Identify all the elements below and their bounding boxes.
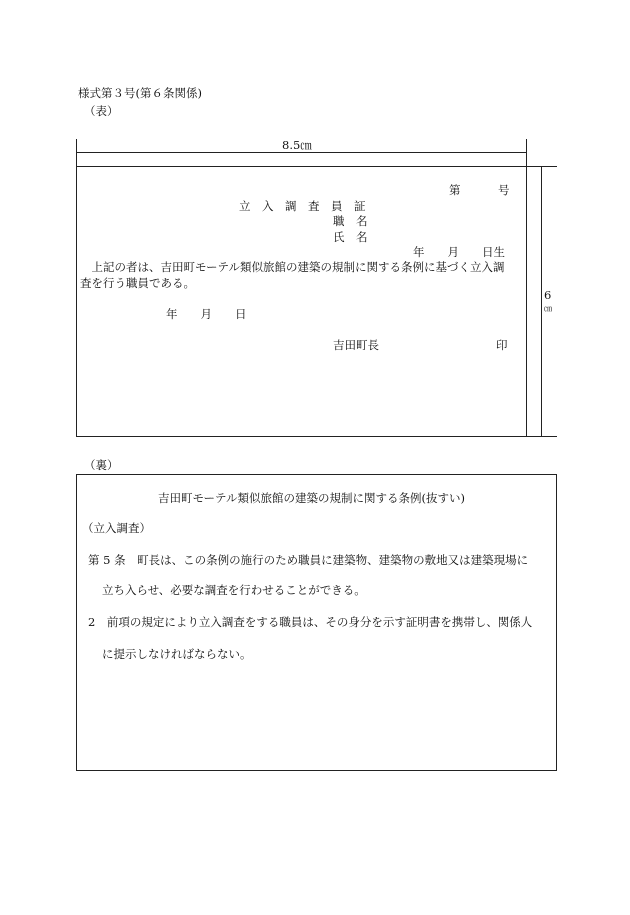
width-dimension-line: [76, 152, 527, 153]
section-heading: （立入調査）: [82, 521, 151, 535]
dimension-tick-left: [76, 139, 77, 168]
front-label: （表）: [84, 104, 119, 118]
issue-date: 年 月 日: [166, 307, 247, 321]
issuer: 吉田町長: [333, 338, 379, 352]
position-label: 職 名: [333, 214, 368, 228]
height-dimension-number: 6: [544, 288, 552, 302]
article-5-line-2: 立ち入らせ、必要な調査を行わせることができる。: [102, 583, 366, 597]
number-prefix: 第: [449, 183, 461, 197]
card-title: 立 入 調 査 員 証: [239, 199, 366, 213]
body-line-1: 上記の者は、吉田町モーテル類似旅館の建築の規制に関する条例に基づく立入調: [80, 260, 505, 274]
paragraph-2-line-1: 2 前項の規定により立入調査をする職員は、その身分を示す証明書を携帯し、関係人: [88, 615, 533, 629]
height-dimension-line: [541, 166, 542, 437]
name-label: 氏 名: [333, 230, 368, 244]
back-label: （裏）: [84, 458, 119, 472]
form-number: 様式第３号(第６条関係): [78, 86, 202, 100]
body-line-2: 査を行う職員である。: [80, 276, 195, 290]
back-title: 吉田町モーテル類似旅館の建築の規制に関する条例(抜すい): [158, 491, 465, 505]
birth-date: 年 月 日生: [413, 245, 505, 259]
seal-mark: 印: [496, 338, 508, 352]
height-dimension-unit: ㎝: [544, 304, 552, 313]
dimension-tick-right: [526, 139, 527, 168]
width-dimension-label: 8.5㎝: [282, 138, 312, 152]
article-5-line-1: 第 5 条 町長は、この条例の施行のため職員に建築物、建築物の敷地又は建築現場に: [88, 553, 529, 567]
number-suffix: 号: [498, 183, 510, 197]
paragraph-2-line-2: に提示しなければならない。: [102, 647, 252, 661]
